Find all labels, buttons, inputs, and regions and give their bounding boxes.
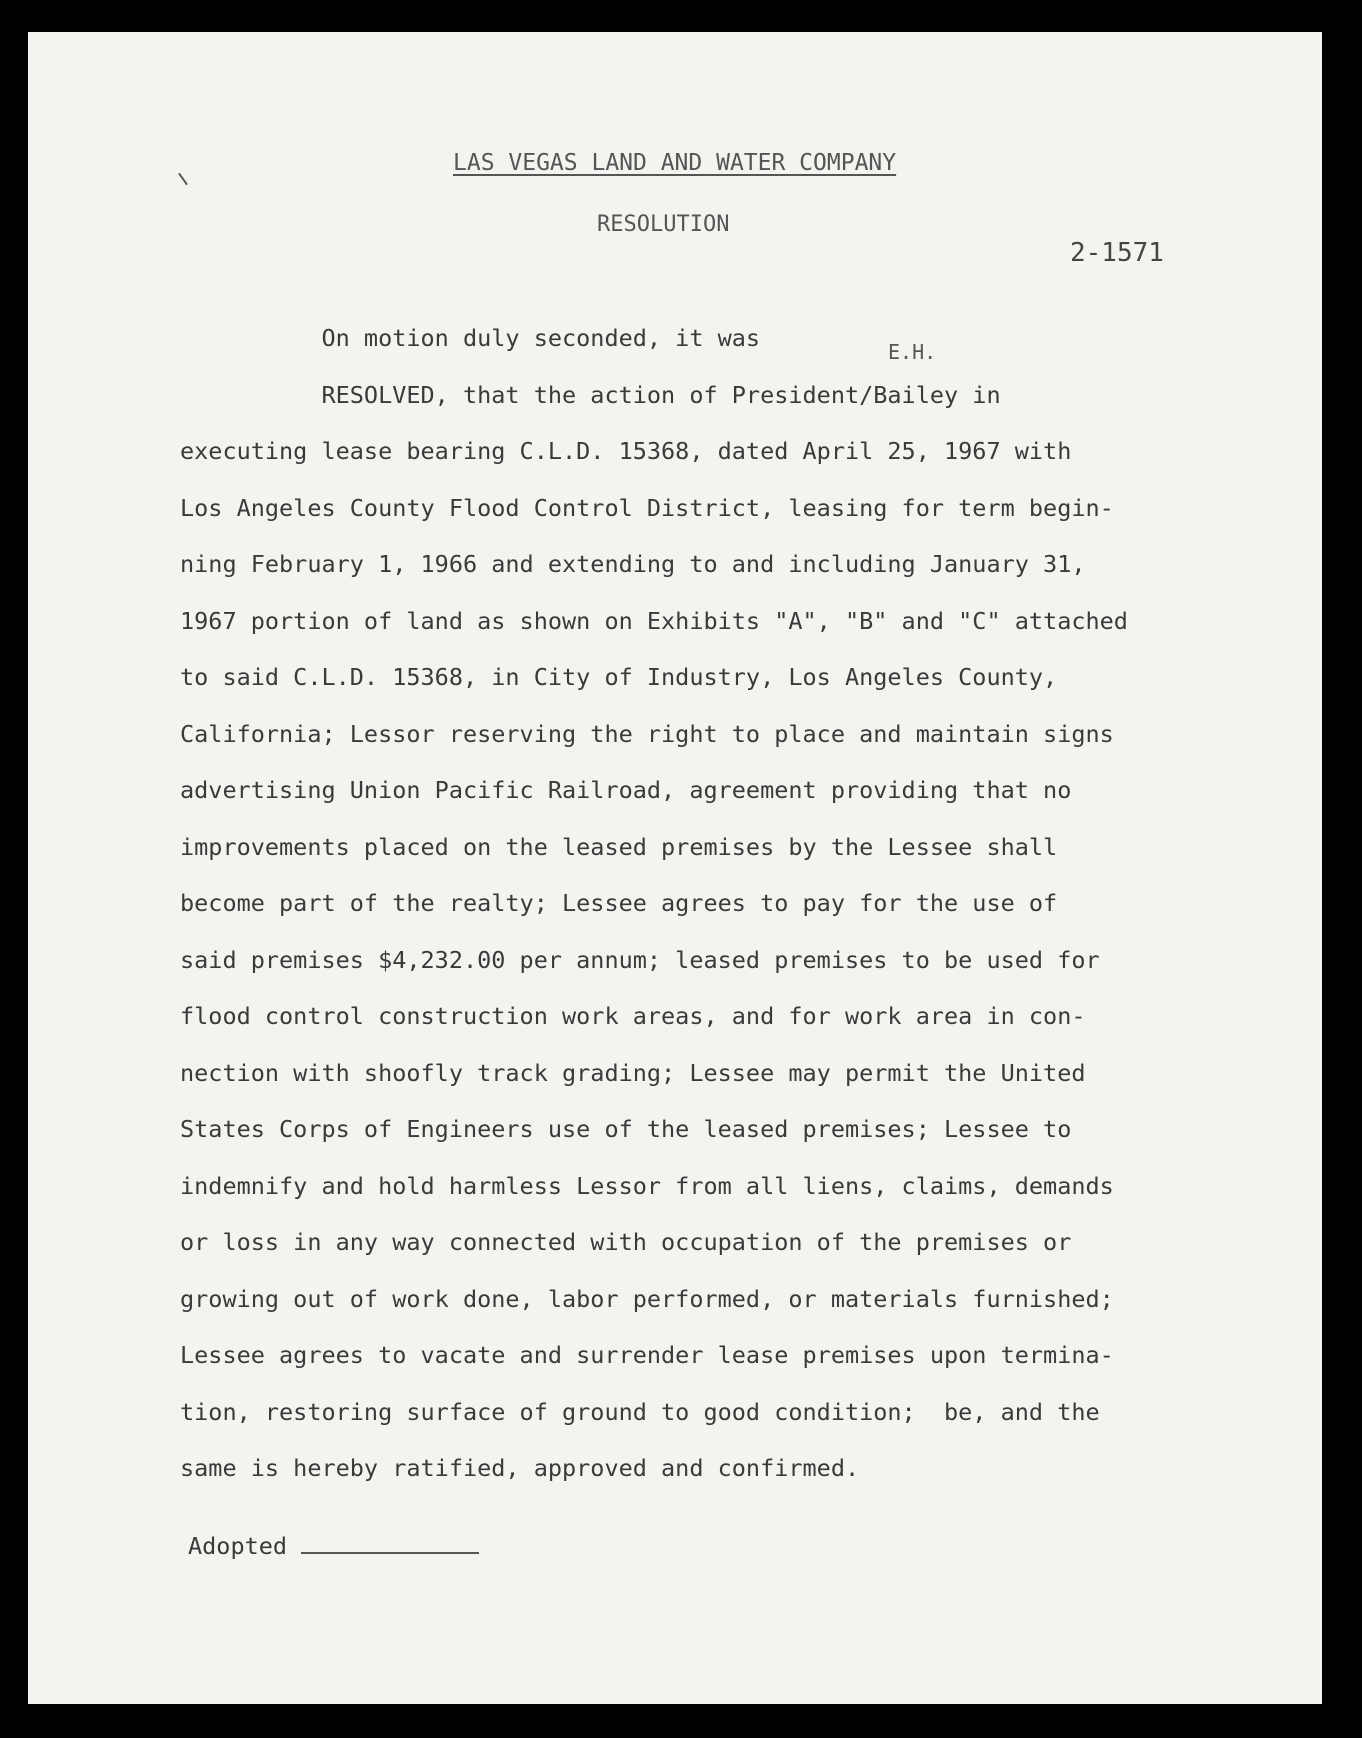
document-number: 2-1571 — [1070, 238, 1164, 268]
body-line: or loss in any way connected with occupation of the premises or — [180, 1228, 1072, 1256]
body-line: improvements placed on the leased premises by the Lessee shall — [180, 832, 1058, 861]
body-line: growing out of work done, labor performed, or materials furnished; — [180, 1284, 1114, 1313]
adopted-date-blank — [301, 1551, 479, 1554]
body-line: nection with shoofly track grading; Lessee may permit the United — [180, 1058, 1086, 1087]
body-line: tion, restoring surface of ground to good condition; be, and the — [180, 1397, 1100, 1426]
body-line: advertising Union Pacific Railroad, agreement providing that no — [180, 776, 1072, 804]
body-line: to said C.L.D. 15368, in City of Industry, Los Angeles County, — [180, 663, 1058, 691]
body-line: California; Lessor reserving the right to place and maintain signs — [180, 719, 1114, 748]
resolution-title: RESOLUTION — [597, 212, 730, 237]
body-line: Lessee agrees to vacate and surrender lease premises upon termina- — [180, 1341, 1114, 1369]
body-line: said premises $4,232.00 per annum; leased premises to be used for — [180, 945, 1100, 974]
company-heading: LAS VEGAS LAND AND WATER COMPANY — [453, 150, 897, 176]
adopted-row — [188, 1532, 479, 1560]
body-line: ning February 1, 1966 and extending to and including January 31, — [180, 550, 1086, 578]
body-line: On motion duly seconded, it was — [180, 324, 761, 352]
body-line: States Corps of Engineers use of the leased premises; Lessee to — [180, 1115, 1072, 1143]
adopted-label: Adopted — [188, 1532, 288, 1560]
body-line: Los Angeles County Flood Control District, leasing for term begin- — [180, 493, 1114, 522]
body-line: executing lease bearing C.L.D. 15368, dated April 25, 1967 with — [180, 437, 1072, 465]
handwritten-initials: E.H. — [888, 340, 937, 364]
body-line: 1967 portion of land as shown on Exhibits "A", "B" and "C" attached — [180, 606, 1128, 635]
body-line: become part of the realty; Lessee agrees to pay for the use of — [180, 889, 1058, 917]
body-line: RESOLVED, that the action of President/Bailey in — [180, 380, 1001, 409]
body-line: same is hereby ratified, approved and confirmed. — [180, 1454, 860, 1482]
resolution-body — [180, 310, 1220, 1497]
body-line: indemnify and hold harmless Lessor from all liens, claims, demands — [180, 1171, 1114, 1200]
body-line: flood control construction work areas, and for work area in con- — [180, 1002, 1086, 1030]
